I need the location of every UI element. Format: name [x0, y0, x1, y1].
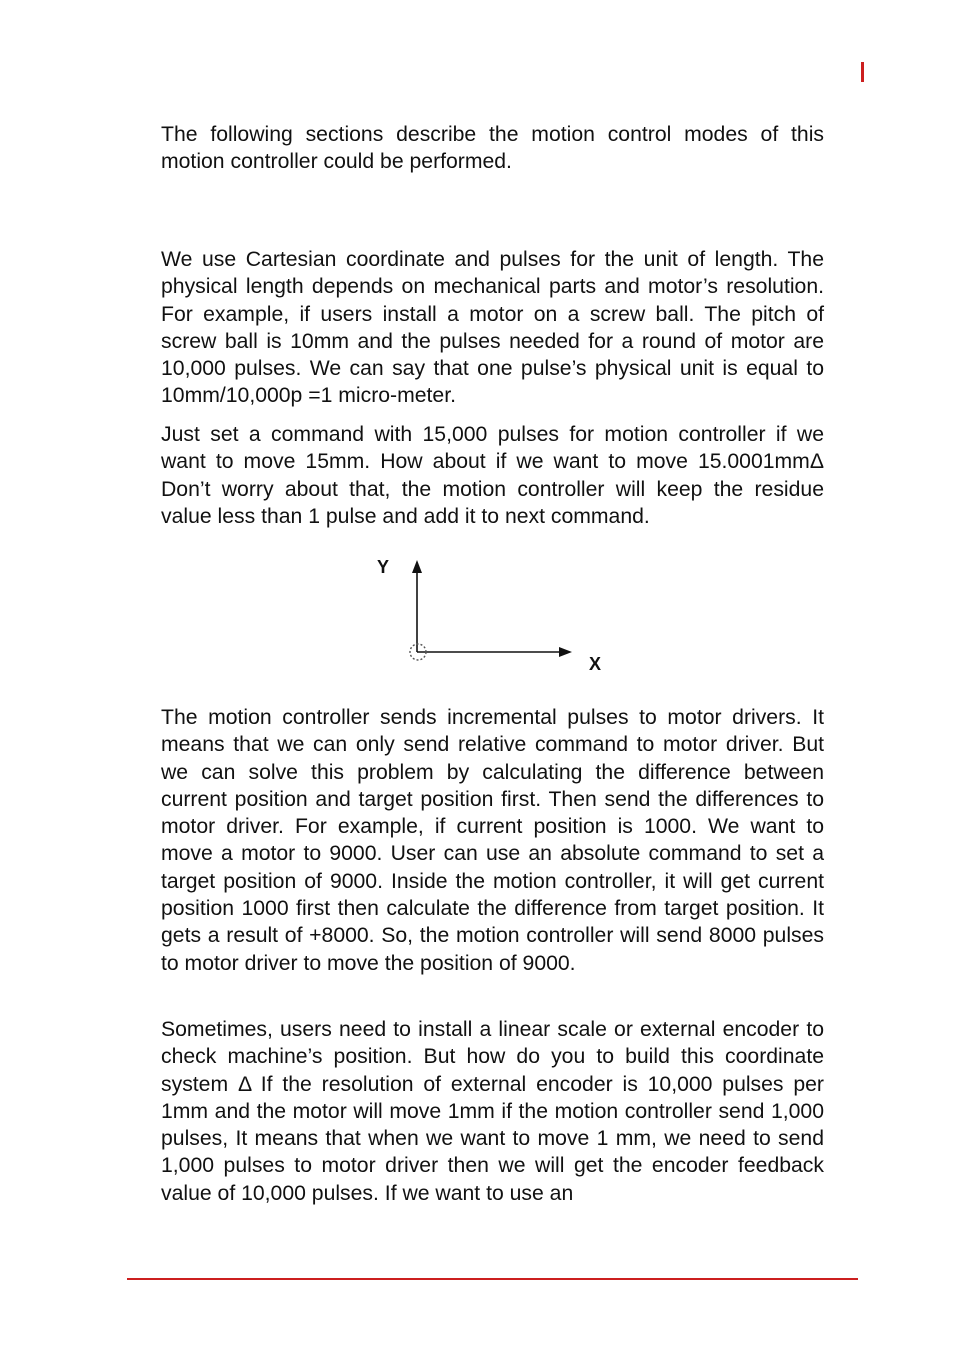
absolute-paragraph-1: The motion controller sends incremental pulses to motor drivers. It means that we can only send relative command to motor driver. But we can solve this problem by calculating the difference between current position and target position first. Then send the differences to motor driver. For example, if current position is 1000. We want to move a motor to 9000. User can use an absolute command to set a target position of 9000. Inside the motion controller, it will get current position 1000 first then calculate the difference from target position. It gets a result of +8000. So, the motion controller will send 8000 pulses to motor driver to move the position of 9000. [161, 706, 824, 975]
cartesian-axes-figure [372, 552, 612, 677]
x-axis-arrowhead [559, 647, 572, 657]
coordinate-paragraph-2: Just set a command with 15,000 pulses for motion controller if we want to move 15mm. How about if we want to move 15.0001mmΔ Don’t worry about that, the motion controller will keep the residue value less than 1 pulse and add it to next command. [161, 423, 824, 528]
x-axis-label: X [589, 654, 602, 674]
y-axis-label: Y [377, 557, 390, 577]
coordinate-paragraph-1: We use Cartesian coordinate and pulses for the unit of length. The physical length depends on mechanical parts and motor’s resolution. For example, if users install a motor on a screw ball. The pitch of screw ball is 10mm and the pulses needed for a round of motor are 10,000 pulses. We can say that one pulse’s physical unit is equal to 10mm/10,000p =1 micro-meter. [161, 248, 824, 408]
absolute-paragraph-2: Sometimes, users need to install a linear scale or external encoder to check machine’s position. But how do you to build this coordinate system Δ If the resolution of external encoder is 10,000 pulses per 1mm and the motor will move 1mm if the motion controller send 1,000 pulses, It means that when we want to move 1 mm, we need to send 1,000 pulses to motor driver then we will get the encoder feedback value of 10,000 pulses. If we want to use an [161, 1018, 824, 1205]
intro-paragraph: The following sections describe the motion control modes of this motion controller could be performed. [161, 123, 824, 174]
footer-divider [127, 1278, 858, 1280]
y-axis-arrowhead [412, 560, 422, 573]
header-accent-bar [861, 62, 864, 82]
